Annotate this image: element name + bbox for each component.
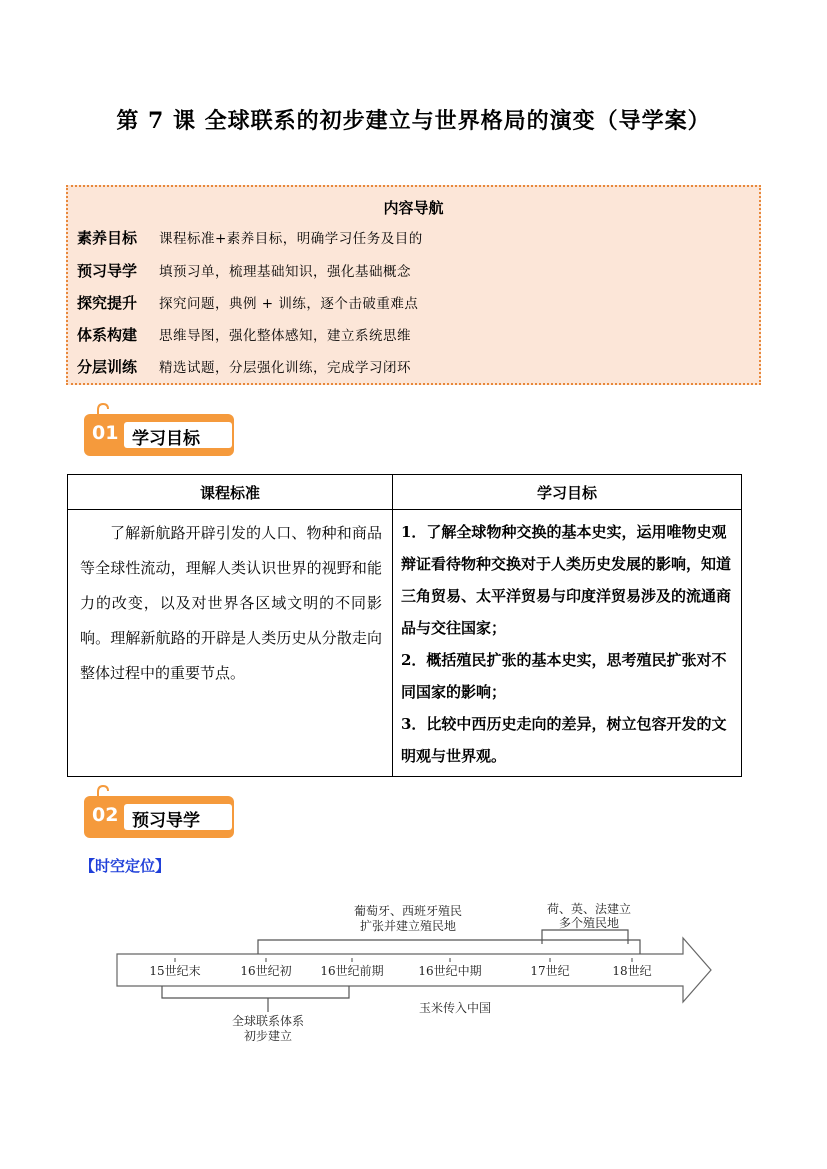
nav-key: 探究提升	[77, 293, 138, 312]
bracket-colonial-expansion	[258, 940, 640, 954]
nav-desc: 填预习单，梳理基础知识，强化基础概念	[159, 264, 411, 280]
timeline-point: 18世纪	[612, 964, 652, 978]
note-line: 荷、英、法建立	[546, 902, 632, 916]
note-line: 葡萄牙、西班牙殖民	[353, 904, 463, 918]
objective-item: 2．概括殖民扩张的基本史实，思考殖民扩张对不同国家的影响；	[401, 651, 727, 701]
section-number: 02	[92, 804, 119, 826]
nav-desc: 思维导图，强化整体感知，建立系统思维	[159, 328, 411, 344]
objective-item: 3．比较中西历史走向的差异，树立包容开发的文明观与世界观。	[401, 715, 727, 765]
timeline-point: 16世纪前期	[320, 964, 384, 978]
note-line: 初步建立	[243, 1029, 293, 1043]
timeline-point: 15世纪末	[149, 964, 201, 978]
section-label: 预习导学	[132, 811, 200, 831]
timeline-point: 16世纪初	[240, 964, 292, 978]
note-line: 全球联系体系	[231, 1014, 305, 1028]
nav-title: 内容导航	[383, 199, 444, 217]
timeline-point: 16世纪中期	[418, 964, 482, 978]
table-header: 课程标准	[68, 475, 393, 510]
nav-key: 预习导学	[77, 261, 138, 280]
table-header: 学习目标	[393, 475, 742, 510]
nav-key: 体系构建	[77, 325, 138, 344]
section-label: 学习目标	[132, 429, 200, 449]
curriculum-standard: 了解新航路开辟引发的人口、物种和商品等全球性流动，理解人类认识世界的视野和能力的改变，以及对世界各区域文明的不同影响。理解新航路的开辟是人类历史从分散走向整体过程中的重要节点。	[68, 510, 393, 777]
nav-desc: 探究问题，典例 + 训练，逐个击破重难点	[159, 296, 419, 312]
nav-desc: 课程标准+素养目标，明确学习任务及目的	[159, 231, 423, 247]
nav-desc: 精选试题，分层强化训练，完成学习闭环	[159, 360, 411, 376]
page-title: 第 7 课 全球联系的初步建立与世界格局的演变（导学案）	[116, 108, 711, 134]
note-line: 扩张并建立殖民地	[359, 919, 457, 933]
timeline-point: 17世纪	[530, 964, 570, 978]
nav-key: 分层训练	[77, 357, 138, 376]
bracket-dutch-english-french	[542, 930, 628, 944]
objective-item: 1．了解全球物种交换的基本史实，运用唯物史观辩证看待物种交换对于人类历史发展的影响，知道三角贸易、太平洋贸易与印度洋贸易涉及的流通商品与交往国家；	[401, 523, 732, 637]
spacetime-label: 【时空定位】	[80, 857, 171, 875]
note-line: 玉米传入中国	[418, 1001, 492, 1015]
note-line: 多个殖民地	[558, 916, 620, 930]
section-number: 01	[92, 422, 119, 444]
nav-key: 素养目标	[77, 228, 138, 247]
bracket-global-connection	[162, 986, 349, 998]
